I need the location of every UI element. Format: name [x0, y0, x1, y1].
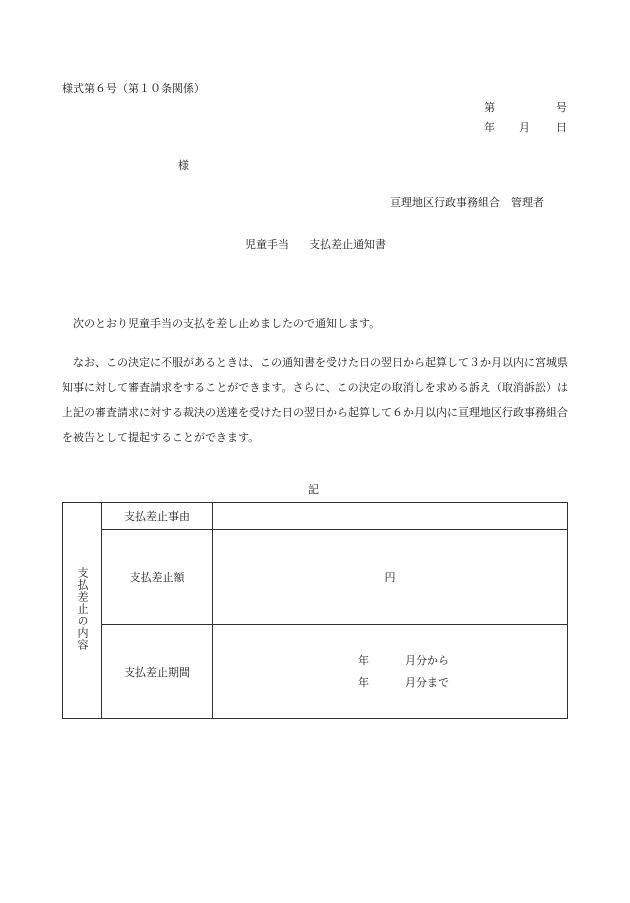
sender-name: 亘理地区行政事務組合 管理者 — [390, 196, 544, 209]
form-number: 様式第６号（第１０条関係） — [62, 82, 205, 95]
reason-label: 支払差止事由 — [124, 510, 190, 523]
amount-label: 支払差止額 — [129, 571, 185, 584]
title-part-2: 支払差止通知書 — [309, 238, 386, 251]
period-label: 支払差止期間 — [124, 665, 190, 679]
suspension-details-table — [62, 502, 568, 719]
reason-value-cell — [213, 503, 568, 530]
amount-unit: 円 — [384, 571, 396, 584]
period-from-month: 月分から — [405, 653, 449, 667]
group-label: 支払差止の内容 — [76, 567, 89, 651]
group-label-cell — [63, 503, 102, 719]
period-to-line — [213, 672, 567, 694]
table-row — [63, 530, 568, 625]
document-number-suffix: 号 — [556, 101, 567, 114]
recipient-honorific: 様 — [178, 159, 189, 172]
period-from-year: 年 — [358, 653, 369, 667]
notice-paragraph: 次のとおり児童手当の支払を差し止めましたので通知します。 — [73, 317, 381, 330]
period-label-cell — [102, 625, 213, 719]
date-day-label: 日 — [556, 121, 567, 134]
reason-label-cell — [102, 503, 213, 530]
title-part-1: 児童手当 — [245, 238, 289, 251]
period-value-cell — [213, 625, 568, 719]
document-number-prefix: 第 — [484, 101, 495, 114]
table-row — [63, 625, 568, 719]
table-row — [63, 503, 568, 530]
ki-heading: 記 — [308, 483, 319, 496]
period-to-month: 月分まで — [405, 675, 449, 689]
document-title — [245, 236, 386, 252]
amount-label-cell — [102, 530, 213, 625]
period-from-line — [213, 650, 567, 672]
date-year-label: 年 — [484, 121, 495, 134]
period-to-year: 年 — [358, 675, 369, 689]
appeal-paragraph: なお、この決定に不服があるときは、この通知書を受けた日の翌日から起算して３か月以内に宮城県知事に対して審査請求をすることができます。さらに、この決定の取消しを求める訴え（取消訴訟）は上記の審査請求に対する裁決の送達を受けた日の翌日から起算して６か月以内に亘理地区行政事務組合を被告として提起することができます。 — [62, 356, 568, 444]
date-month-label: 月 — [519, 121, 530, 134]
amount-value-cell — [213, 530, 568, 625]
